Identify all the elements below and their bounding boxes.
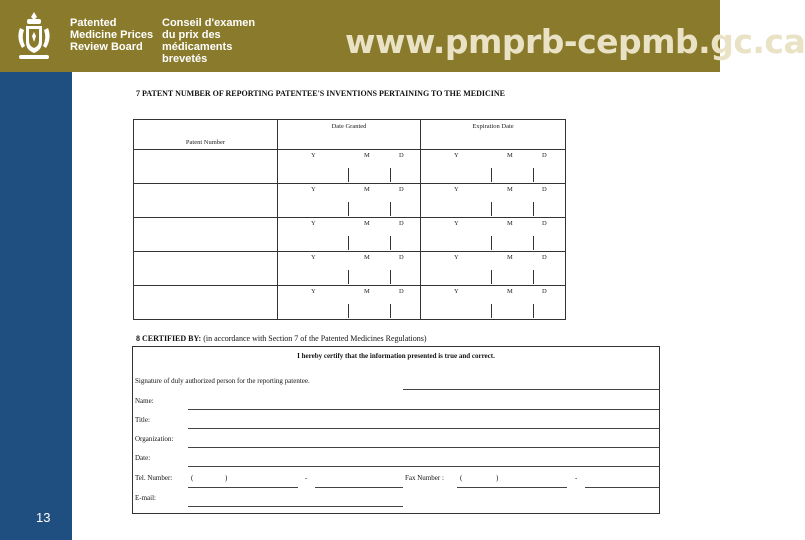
name-label: Name: xyxy=(135,397,154,405)
table-row xyxy=(134,218,566,252)
month-label: M xyxy=(507,220,513,227)
header-bar xyxy=(0,0,805,72)
tel-number-field[interactable] xyxy=(315,487,403,488)
month-label: M xyxy=(507,152,513,159)
tel-paren-open: ( xyxy=(191,474,194,482)
year-label: Y xyxy=(311,220,316,227)
tel-paren-close: ) xyxy=(225,474,228,482)
day-label: D xyxy=(399,220,404,227)
table-row xyxy=(134,184,566,218)
day-label: D xyxy=(542,152,547,159)
organization-name-french xyxy=(162,17,292,65)
year-label: Y xyxy=(311,288,316,295)
org-fr-line: du prix des médicaments xyxy=(162,29,233,53)
certification-box xyxy=(132,346,660,514)
section-8-title xyxy=(136,334,426,343)
patent-number-header: Patent Number xyxy=(134,120,278,150)
expiration-date-cell[interactable] xyxy=(421,218,566,252)
table-row xyxy=(134,252,566,286)
day-label: D xyxy=(542,254,547,261)
month-label: M xyxy=(364,152,370,159)
section-8-title-rest: (in accordance with Section 7 of the Patented Medicines Regulations) xyxy=(201,334,427,343)
org-en-line: Medicine Prices xyxy=(70,29,154,41)
page-number: 13 xyxy=(36,510,51,525)
patent-number-cell[interactable] xyxy=(134,184,278,218)
org-fr-line: Conseil d'examen xyxy=(162,17,256,29)
patent-table-header xyxy=(134,120,566,150)
organization-label: Organization: xyxy=(135,435,174,443)
tel-dash: - xyxy=(305,474,308,482)
day-label: D xyxy=(542,220,547,227)
month-label: M xyxy=(507,254,513,261)
expiration-date-header xyxy=(421,120,566,150)
patent-number-cell[interactable] xyxy=(134,218,278,252)
month-label: M xyxy=(507,288,513,295)
fax-dash: - xyxy=(575,474,578,482)
date-granted-header xyxy=(278,120,421,150)
fax-number-field[interactable] xyxy=(585,487,659,488)
tel-number-label: Tel. Number: xyxy=(135,474,173,482)
org-en-line: Review Board xyxy=(70,41,143,53)
expiration-date-cell[interactable] xyxy=(421,184,566,218)
patent-number-cell[interactable] xyxy=(134,150,278,184)
section-8-title-bold: 8 CERTIFIED BY: xyxy=(136,334,202,343)
date-granted-label: Date Granted xyxy=(331,123,367,130)
website-url: www.pmprb-cepmb.gc.ca xyxy=(345,22,805,61)
day-label: D xyxy=(399,288,404,295)
date-label: Date: xyxy=(135,454,151,462)
organization-name-english xyxy=(70,17,158,53)
year-label: Y xyxy=(311,152,316,159)
day-label: D xyxy=(542,288,547,295)
month-label: M xyxy=(364,220,370,227)
title-field[interactable] xyxy=(188,428,659,429)
organization-field[interactable] xyxy=(188,447,659,448)
month-label: M xyxy=(364,186,370,193)
year-label: Y xyxy=(454,288,459,295)
month-label: M xyxy=(364,288,370,295)
tel-area-code-field[interactable] xyxy=(188,487,298,488)
patent-number-cell[interactable] xyxy=(134,252,278,286)
left-sidebar-band xyxy=(0,72,72,540)
day-label: D xyxy=(399,254,404,261)
email-label: E-mail: xyxy=(135,494,156,502)
year-label: Y xyxy=(311,186,316,193)
table-row xyxy=(134,150,566,184)
fax-paren-close: ) xyxy=(496,474,499,482)
fax-area-code-field[interactable] xyxy=(457,487,567,488)
year-label: Y xyxy=(454,186,459,193)
date-granted-cell[interactable] xyxy=(278,218,421,252)
month-label: M xyxy=(507,186,513,193)
year-label: Y xyxy=(311,254,316,261)
name-field[interactable] xyxy=(188,409,659,410)
coat-of-arms-icon xyxy=(14,10,54,62)
day-label: D xyxy=(542,186,547,193)
year-label: Y xyxy=(454,220,459,227)
date-granted-cell[interactable] xyxy=(278,184,421,218)
email-field[interactable] xyxy=(188,506,403,507)
date-granted-cell[interactable] xyxy=(278,252,421,286)
expiration-date-cell[interactable] xyxy=(421,286,566,320)
day-label: D xyxy=(399,152,404,159)
year-label: Y xyxy=(454,254,459,261)
patent-table xyxy=(133,119,566,320)
month-label: M xyxy=(364,254,370,261)
section-7-title: 7 PATENT NUMBER OF REPORTING PATENTEE'S INVENTIONS PERTAINING TO THE MEDICINE xyxy=(136,89,505,98)
fax-paren-open: ( xyxy=(460,474,463,482)
title-label: Title: xyxy=(135,416,150,424)
date-field[interactable] xyxy=(188,466,659,467)
date-granted-cell[interactable] xyxy=(278,150,421,184)
fax-number-label: Fax Number : xyxy=(405,474,444,482)
signature-label: Signature of duly authorized person for the reporting patentee. xyxy=(135,377,310,385)
certification-statement: I hereby certify that the information presented is true and correct. xyxy=(297,352,495,360)
signature-field[interactable] xyxy=(403,389,659,390)
expiration-date-cell[interactable] xyxy=(421,150,566,184)
org-en-line: Patented xyxy=(70,17,117,29)
day-label: D xyxy=(399,186,404,193)
date-granted-cell[interactable] xyxy=(278,286,421,320)
expiration-date-label: Expiration Date xyxy=(472,123,514,130)
patent-number-cell[interactable] xyxy=(134,286,278,320)
expiration-date-cell[interactable] xyxy=(421,252,566,286)
table-row xyxy=(134,286,566,320)
year-label: Y xyxy=(454,152,459,159)
org-fr-line: brevetés xyxy=(162,53,208,65)
